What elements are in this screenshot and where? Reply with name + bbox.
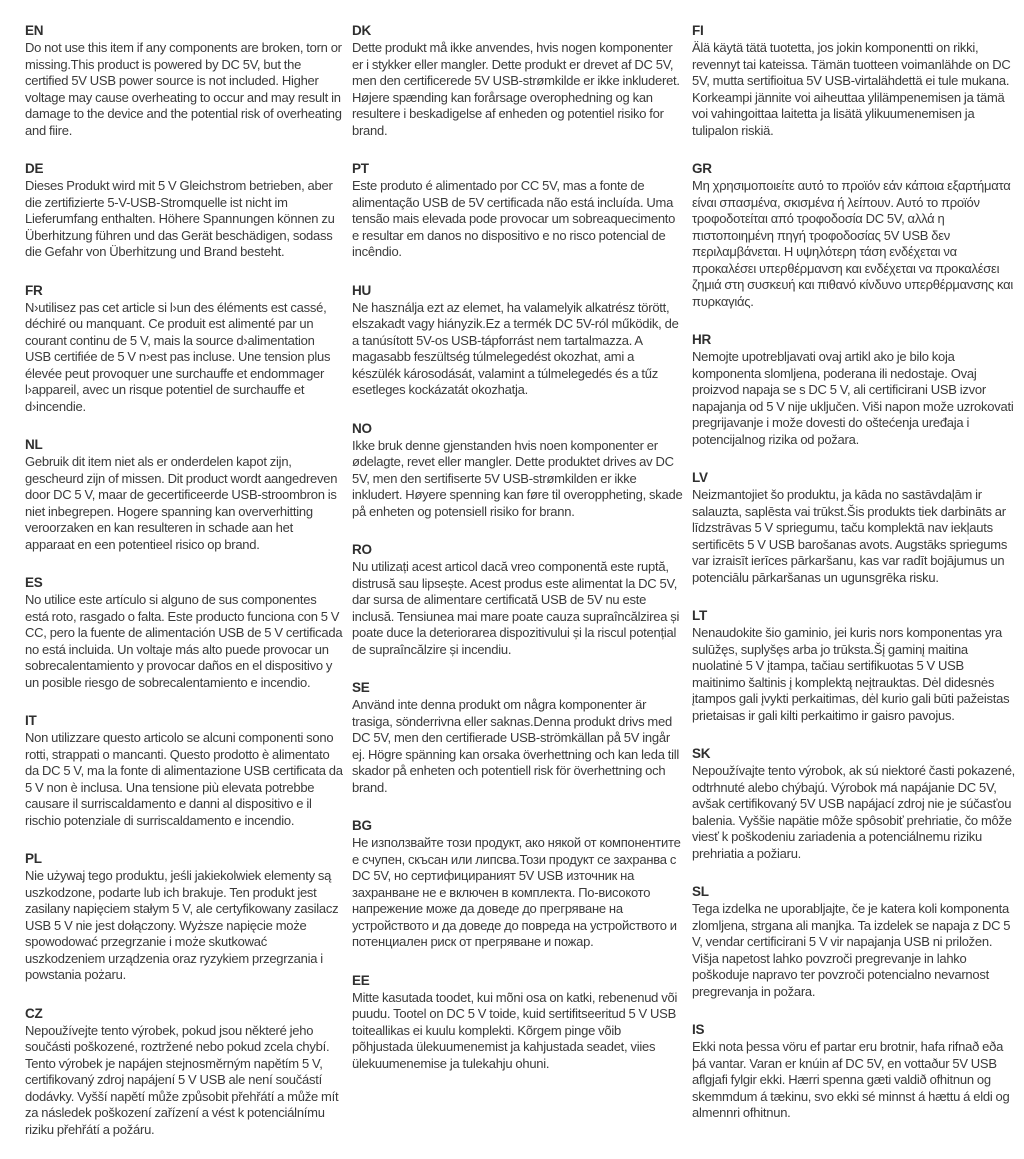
- lang-section-hr: [692, 331, 1018, 448]
- lang-section-de: [25, 160, 343, 261]
- lang-section-it: [25, 712, 343, 829]
- lang-section-lv: [692, 469, 1018, 586]
- lang-section-es: [25, 574, 343, 691]
- lang-warning-text-it: Non utilizzare questo articolo se alcuni componenti sono rotti, strappati o mancanti. Questo prodotto è alimentato da DC 5 V, ma la fonte di alimentazione USB certificata da 5 V non è inclusa. Una tensione più elevata potrebbe causare il surriscaldamento e danni al dispositivo e il rischio potenziale di surriscaldamento e incendio.: [25, 730, 343, 828]
- lang-warning-text-ee: Mitte kasutada toodet, kui mõni osa on katki, rebenenud või puudu. Tootel on DC 5 V toide, kuid sertifitseeritud 5 V USB toiteallikas ei kuulu komplekti. Kõrgem pinge võib põhjustada ülekuumenemist ja kahjustada seadet, viies ülekuumenemise ja tulekahju ohuni.: [352, 989, 678, 1071]
- lang-warning-text-gr: Μη χρησιμοποιείτε αυτό το προϊόν εάν κάποια εξαρτήματα είναι σπασμένα, σκισμένα ή λείπουν. Αυτό το προϊόν τροφοδοτείται από τροφοδοσία DC 5V, αλλά η πιστοποιημένη πηγή τροφοδοσίας 5V USB δεν περιλαμβάνεται. Η υψηλότερη τάση ενδέχεται να προκαλέσει υπερθέρμανση και ενδέχεται να προκαλέσει ζημιά στη συσκευή και πιθανό κίνδυνο υπερθέρμανσης και πυρκαγιάς.: [692, 178, 1013, 309]
- lang-code-es: ES: [25, 575, 43, 590]
- lang-warning-text-no: Ikke bruk denne gjenstanden hvis noen komponenter er ødelagte, revet eller mangler. Dette produktet drives av DC 5V, men den sertifiserte 5V USB-strømkilden er ikke inkludert. Høyere spenning kan føre til overoppheting, skade på enheten og potensiell risiko for brann.: [352, 437, 683, 519]
- lang-code-bg: BG: [352, 818, 372, 833]
- lang-section-is: [692, 1021, 1018, 1122]
- lang-warning-text-is: Ekki nota þessa vöru ef partar eru brotnir, hafa rifnað eða þá vantar. Varan er knúin af DC 5V, en vottaður 5V USB aflgjafi fylgir ekki. Hærri spenna gæti valdið ofhitnun og skemmdum á tækinu, svo ekki sé minnst á hættu á eldi og almennri ofhitnun.: [692, 1039, 1010, 1120]
- lang-warning-text-ro: Nu utilizați acest articol dacă vreo componentă este ruptă, distrusă sau lipsește. Acest produs este alimentat la DC 5V, dar sursa de alimentare certificată USB de 5V nu este inclusă. Tensiunea mai mare poate cauza supraîncălzirea și poate duce la deteriorarea dispozitivului și la riscul potențial de supraîncălzire și incendiu.: [352, 559, 680, 657]
- lang-warning-text-hr: Nemojte upotrebljavati ovaj artikl ako je bilo koja komponenta slomljena, poderana ili nedostaje. Ovaj proizvod napaja se s DC 5 V, ali certificirani USB izvor napajanja od 5 V nije uključen. Viši napon može uzrokovati pregrijavanje i može dovesti do oštećenja uređaja i potencijalnog rizika od požara.: [692, 349, 1014, 447]
- lang-section-fr: [25, 282, 343, 416]
- column-2: [352, 22, 683, 1093]
- lang-section-fi: [692, 22, 1018, 139]
- lang-warning-text-bg: Не използвайте този продукт, ако някой от компонентите е счупен, скъсан или липсва.Този продукт се захранва с DC 5V, но сертифицираният 5V USB източник на захранване не е включен в комплекта. По-високото напрежение може да доведе до прегряване на устройството и да доведе до повреда на устройството и потенциален риск от прегряване и пожар.: [352, 835, 681, 949]
- lang-warning-text-dk: Dette produkt må ikke anvendes, hvis nogen komponenter er i stykker eller mangler. Dette produkt er drevet af DC 5V, men den certificerede 5V USB-strømkilde er ikke inkluderet. Højere spænding kan forårsage overophedning og kan resultere i beskadigelse af enheden og potentiel risiko for brand.: [352, 40, 680, 138]
- lang-code-cz: CZ: [25, 1005, 43, 1021]
- lang-section-se: [352, 679, 683, 796]
- lang-warning-text-hu: Ne használja ezt az elemet, ha valamelyik alkatrész törött, elszakadt vagy hiányzik.Ez a termék DC 5V-ról működik, de a tanúsított 5V-os USB-tápforrást nem tartalmazza. A magasabb feszültség túlmelegedést okozhat, ami a készülék károsodását, valamint a túlmelegedés és a tűz esetleges kockázatát okozhatja.: [352, 299, 679, 397]
- lang-warning-text-pl: Nie używaj tego produktu, jeśli jakiekolwiek elementy są uszkodzone, podarte lub ich brakuje. Ten produkt jest zasilany napięciem stałym 5 V, ale certyfikowany zasilacz USB 5 V nie jest dołączony. Wyższe napięcie może spowodować przegrzanie i może skutkować uszkodzeniem urządzenia oraz ryzykiem przegrzania i powstania pożaru.: [25, 868, 339, 982]
- lang-section-ro: [352, 541, 683, 658]
- lang-section-sl: [692, 883, 1018, 1000]
- lang-warning-text-pt: Este produto é alimentado por CC 5V, mas a fonte de alimentação USB de 5V certificada não está incluída. Uma tensão mais elevada pode provocar um sobreaquecimento e resultar em danos no dispositivo e no risco potencial de incêndio.: [352, 178, 676, 259]
- lang-section-pl: [25, 850, 343, 984]
- lang-warning-text-se: Använd inte denna produkt om några komponenter är trasiga, sönderrivna eller saknas.Denna produkt drivs med DC 5V, men den certifierade USB-strömkällan på 5V ingår ej. Högre spänning kan orsaka överhettning och kan leda till skador på enheten och potentiell risk för överhettning och brand.: [352, 697, 680, 795]
- lang-code-gr: GR: [692, 161, 712, 176]
- lang-warning-text-sl: Tega izdelka ne uporabljajte, če je katera koli komponenta zlomljena, strgana ali manjka. Ta izdelek se napaja z DC 5 V, vendar certificirani 5 V vir napajanja USB ni priložen. Višja napetost lahko povzroči pregrevanje in lahko poškoduje napravo ter povzroči potencialno nevarnost pregrevanja in požara.: [692, 901, 1011, 999]
- lang-section-no: [352, 420, 683, 521]
- lang-code-sl: SL: [692, 884, 709, 899]
- lang-code-lv: LV: [692, 470, 708, 485]
- lang-code-dk: DK: [352, 23, 372, 38]
- lang-warning-text-nl: Gebruik dit item niet als er onderdelen kapot zijn, gescheurd zijn of missen. Dit product wordt aangedreven door DC 5 V, maar de gecertificeerde USB-stroombron is niet inbegrepen. Hogere spanning kan oververhitting veroorzaken en kan resulteren in schade aan het apparaat en een potentieel risico op brand.: [25, 454, 338, 552]
- lang-code-fi: FI: [692, 23, 704, 38]
- lang-code-sk: SK: [692, 746, 711, 761]
- lang-code-pt: PT: [352, 161, 369, 176]
- lang-code-de: DE: [25, 161, 44, 176]
- lang-code-no: NO: [352, 420, 372, 436]
- lang-code-ro: RO: [352, 542, 372, 557]
- lang-warning-text-de: Dieses Produkt wird mit 5 V Gleichstrom betrieben, aber die zertifizierte 5-V-USB-Stromquelle ist nicht im Lieferumfang enthalten. Höhere Spannungen können zu Überhitzung führen und das Gerät beschädigen, sodass die Gefahr von Überhitzung und Brand besteht.: [25, 178, 335, 259]
- lang-warning-text-es: No utilice este artículo si alguno de sus componentes está roto, rasgado o falta. Este producto funciona con 5 V CC, pero la fuente de alimentación USB de 5 V certificada no está incluida. Un voltaje más alto puede provocar un sobrecalentamiento y provocar daños en el dispositivo y un posible riesgo de sobrecalentamiento e incendio.: [25, 592, 343, 690]
- lang-warning-text-cz: Nepoužívejte tento výrobek, pokud jsou některé jeho součásti poškozené, roztržené nebo pokud zcela chybí. Tento výrobek je napájen stejnosměrným napětím 5 V, certifikovaný zdroj napájení 5 V USB ale není součástí dodávky. Vyšší napětí může způsobit přehřátí a může mít za následek poškození zařízení a vést k potenciálnímu riziku přehřátí a požáru.: [25, 1022, 339, 1137]
- lang-section-bg: [352, 817, 683, 951]
- lang-warning-text-lv: Neizmantojiet šo produktu, ja kāda no sastāvdaļām ir salauzta, saplēsta vai trūkst.Šis produkts tiek darbināts ar līdzstrāvas 5 V spriegumu, taču komplektā nav iekļauts sertificēts 5 V USB barošanas avots. Augstāks spriegums var izraisīt ierīces pārkaršanu, kas var radīt bojājumus un potenciālu pārkaršanas un ugunsgrēka risku.: [692, 487, 1008, 585]
- lang-warning-text-sk: Nepoužívajte tento výrobok, ak sú niektoré časti pokazené, odtrhnuté alebo chýbajú. Výrobok má napájanie DC 5V, avšak certifikovaný 5V USB napájací zdroj nie je súčasťou balenia. Vyššie napätie môže spôsobiť prehriatie, čo môže viesť k poškodeniu zariadenia a potenciálnemu riziku prehriatia a požiaru.: [692, 763, 1016, 861]
- lang-code-hr: HR: [692, 332, 712, 347]
- lang-section-lt: [692, 607, 1018, 724]
- column-1: [25, 22, 343, 1159]
- lang-code-is: IS: [692, 1022, 705, 1037]
- lang-section-cz: [25, 1005, 343, 1139]
- lang-code-en: EN: [25, 23, 44, 38]
- lang-section-gr: [692, 160, 1018, 310]
- lang-section-pt: [352, 160, 683, 261]
- lang-warning-text-fr: N›utilisez pas cet article si l›un des éléments est cassé, déchiré ou manquant. Ce produit est alimenté par un courant continu de 5 V, mais la source d›alimentation USB certifiée de 5 V n›est pas incluse. Une tension plus élevée peut provoquer une surchauffe et endommager l›appareil, avec un risque potentiel de surchauffe et d›incendie.: [25, 299, 331, 414]
- lang-code-hu: HU: [352, 282, 372, 298]
- lang-code-lt: LT: [692, 608, 708, 623]
- lang-code-it: IT: [25, 713, 37, 728]
- lang-warning-text-lt: Nenaudokite šio gaminio, jei kuris nors komponentas yra sulūžęs, suplyšęs arba jo trūksta.Šį gaminį maitina nuolatinė 5 V įtampa, tačiau sertifikuotas 5 V USB maitinimo šaltinis į komplektą neįtrauktas. Dėl didesnės įtampos gali įvykti perkaitimas, dėl kurio gali būti pažeistas prietaisas ir gali kilti perkaitimo ir gaisro pavojus.: [692, 625, 1010, 723]
- lang-section-dk: [352, 22, 683, 139]
- lang-code-se: SE: [352, 680, 370, 695]
- lang-code-pl: PL: [25, 851, 42, 866]
- lang-code-nl: NL: [25, 437, 43, 452]
- lang-section-hu: [352, 282, 683, 399]
- lang-section-en: [25, 22, 343, 139]
- lang-section-nl: [25, 436, 343, 553]
- lang-section-ee: [352, 972, 683, 1073]
- lang-section-sk: [692, 745, 1018, 862]
- lang-code-fr: FR: [25, 282, 43, 298]
- lang-warning-text-fi: Älä käytä tätä tuotetta, jos jokin komponentti on rikki, revennyt tai kateissa. Tämän tuotteen voimanlähde on DC 5V, mutta sertifioitua 5V USB-virtalähdettä ei tule mukana. Korkeampi jännite voi aiheuttaa ylilämpenemisen ja tämä voi vahingoittaa laitetta ja lisätä ylikuumenemisen ja tulipalon riskiä.: [692, 40, 1011, 138]
- column-3: [692, 22, 1018, 1143]
- lang-warning-text-en: Do not use this item if any components are broken, torn or missing.This product is powered by DC 5V, but the certified 5V USB power source is not included. Higher voltage may cause overheating to occur and may result in damage to the device and the potential risk of overheating and fiire.: [25, 40, 342, 138]
- lang-code-ee: EE: [352, 972, 370, 988]
